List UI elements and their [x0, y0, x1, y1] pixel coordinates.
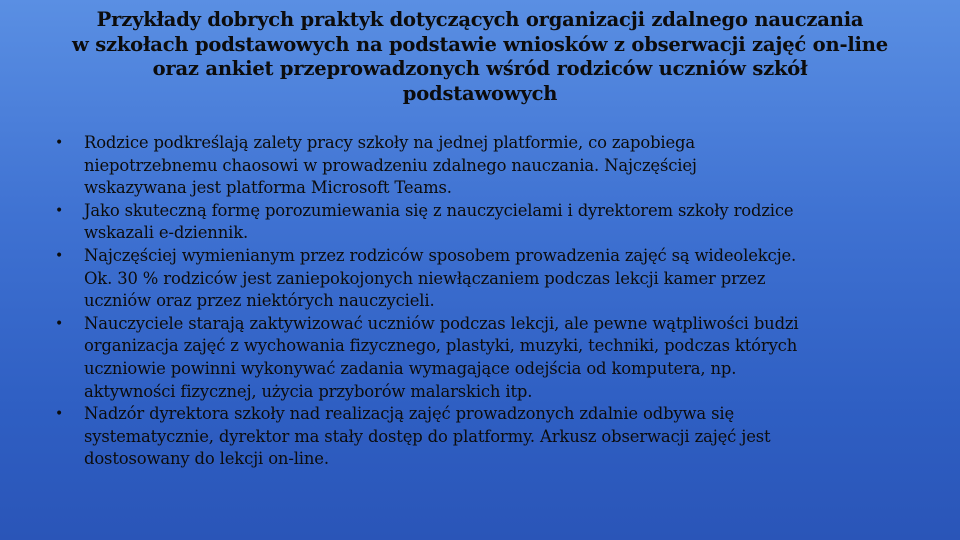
- bullet-text-line: Rodzice podkreślają zalety pracy szkoły na jednej platformie, co zapobiega: [84, 133, 696, 152]
- bullet-item: [52, 245, 942, 313]
- bullet-item: [52, 132, 942, 200]
- bullet-text-line: wskazywana jest platforma Microsoft Teams.: [84, 178, 452, 198]
- bullet-icon: •: [55, 202, 64, 219]
- bullet-text-line: dostosowany do lekcji on-line.: [84, 449, 329, 469]
- bullet-text-line: systematycznie, dyrektor ma stały dostęp do platformy. Arkusz obserwacji zajęć jest: [84, 426, 771, 446]
- bullet-icon: •: [55, 315, 64, 332]
- bullet-text-line: Jako skuteczną formę porozumiewania się z nauczycielami i dyrektorem szkoły rodzice: [84, 200, 794, 220]
- bullet-item: [52, 313, 942, 403]
- bullet-text-line: niepotrzebnemu chaosowi w prowadzeniu zdalnego nauczania. Najczęściej: [84, 155, 697, 175]
- bullet-text-line: wskazali e-dziennik.: [84, 223, 249, 243]
- bullet-text-line: Najczęściej wymienianym przez rodziców sposobem prowadzenia zajęć są wideolekcje.: [84, 245, 797, 265]
- bullet-icon: •: [55, 406, 64, 423]
- slide-title-line: oraz ankiet przeprowadzonych wśród rodziców uczniów szkół: [152, 57, 808, 80]
- bullet-icon: •: [55, 135, 64, 151]
- bullet-list: [52, 132, 942, 471]
- bullet-text-line: Nauczyciele starają zaktywizować uczniów podczas lekcji, ale pewne wątpliwości budzi: [84, 313, 799, 333]
- bullet-item: [52, 200, 942, 245]
- bullet-text-line: Ok. 30 % rodziców jest zaniepokojonych niewłączaniem podczas lekcji kamer przez: [84, 268, 766, 288]
- slide-title: [40, 8, 920, 106]
- bullet-text-line: organizacja zajęć z wychowania fizycznego, plastyki, muzyki, techniki, podczas których: [84, 336, 798, 356]
- bullet-text-line: aktywności fizycznej, użycia przyborów malarskich itp.: [84, 381, 533, 401]
- bullet-text-line: Nadzór dyrektora szkoły nad realizacją zajęć prowadzonych zdalnie odbywa się: [84, 404, 735, 424]
- bullet-icon: •: [55, 247, 64, 264]
- slide-title-line: w szkołach podstawowych na podstawie wniosków z obserwacji zajęć on-line: [72, 32, 888, 56]
- slide-title-line: podstawowych: [402, 81, 558, 105]
- bullet-text-line: uczniowie powinni wykonywać zadania wymagające odejścia od komputera, np.: [84, 358, 737, 378]
- slide-title-line: Przykłady dobrych praktyk dotyczących organizacji zdalnego nauczania: [96, 8, 864, 31]
- bullet-text-line: uczniów oraz przez niektórych nauczycieli.: [84, 291, 435, 311]
- bullet-item: [52, 403, 942, 471]
